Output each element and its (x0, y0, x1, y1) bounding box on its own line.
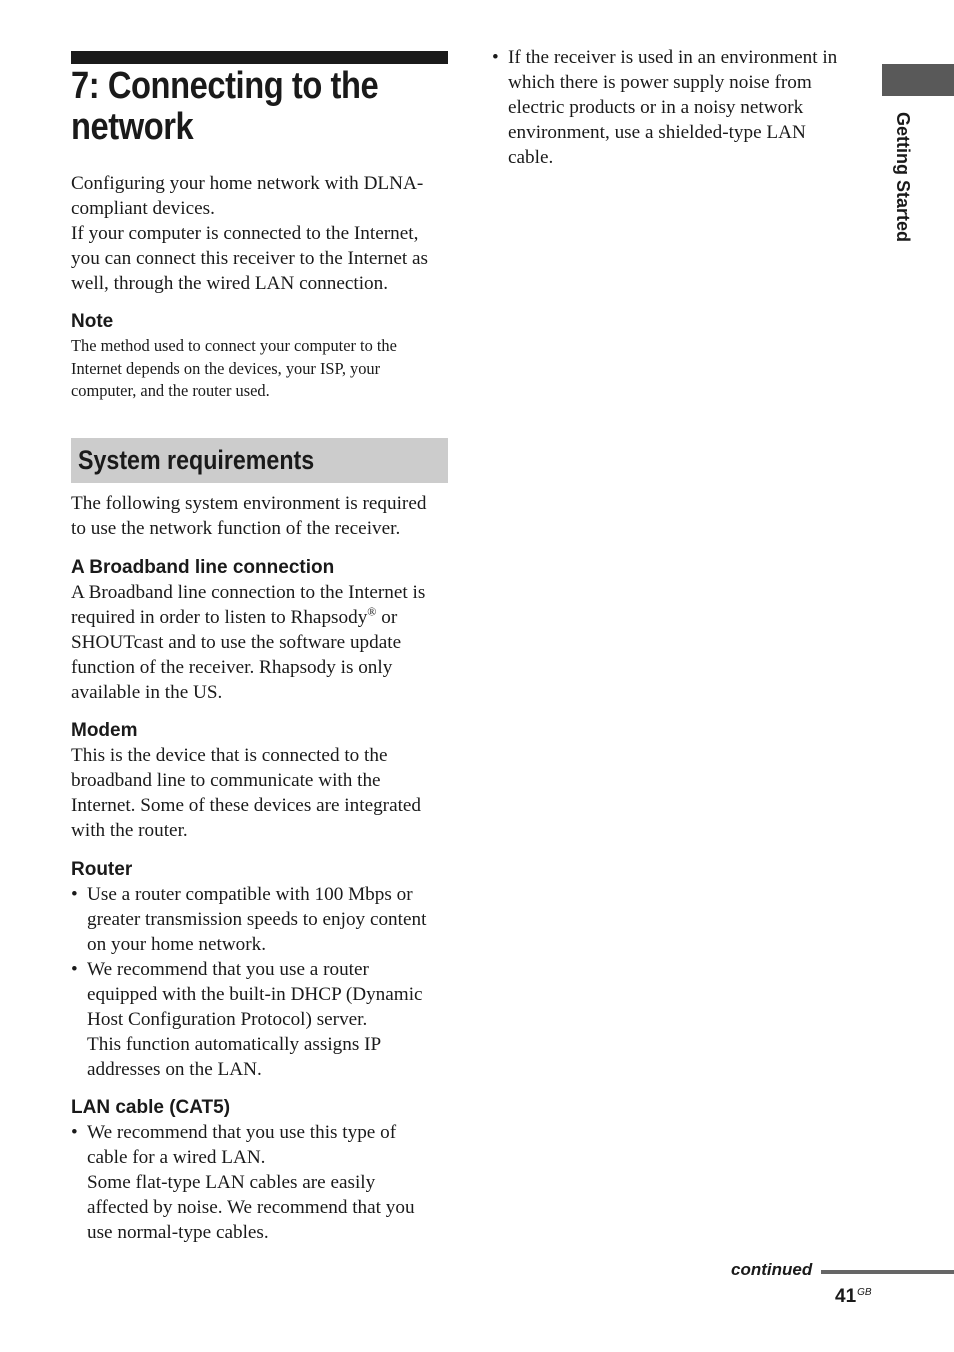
text-line: with the router. (71, 820, 188, 841)
modem-heading: Modem (71, 720, 138, 741)
text-line: A Broadband line connection to the Internet is (71, 582, 426, 603)
bullet-icon: • (71, 959, 78, 980)
text-line: The method used to connect your computer to the (71, 336, 397, 355)
text-line: Host Configuration Protocol) server. (87, 1009, 368, 1030)
continued-rule (821, 1270, 954, 1274)
text-line: electric products or in a noisy network (508, 97, 804, 118)
section-title: System requirements (78, 445, 315, 475)
text-line: environment, use a shielded-type LAN (508, 122, 806, 143)
page-number-value: 41 (835, 1286, 857, 1307)
text-line: Internet. Some of these devices are integrated (71, 795, 422, 816)
note-text (71, 335, 449, 403)
text-line: compliant devices. (71, 198, 215, 219)
router-heading: Router (71, 859, 133, 880)
chapter-tab-marker (882, 64, 954, 96)
text-line: on your home network. (87, 934, 267, 955)
text-line: Configuring your home network with DLNA- (71, 173, 424, 194)
page-number (835, 1282, 872, 1308)
text-line: computer, and the router used. (71, 381, 270, 400)
text-line: Internet depends on the devices, your ISP, your (71, 358, 381, 378)
list-item (71, 882, 449, 957)
bullet-icon: • (71, 1122, 78, 1143)
continued-label: continued (731, 1260, 813, 1279)
chapter-title-rule (71, 51, 448, 64)
text-line: This function automatically assigns IP (87, 1034, 382, 1055)
text-line: available in the US. (71, 682, 223, 703)
text-line: We recommend that you use a router (87, 959, 369, 980)
text-fragment: required in order to listen to Rhapsody (71, 607, 368, 628)
text-line: Some flat-type LAN cables are easily (87, 1172, 376, 1193)
text-line: addresses on the LAN. (87, 1059, 262, 1080)
text-line: use normal-type cables. (87, 1222, 269, 1243)
bullet-icon: • (71, 884, 78, 905)
text-line: This is the device that is connected to the (71, 745, 388, 766)
text-line: equipped with the built-in DHCP (Dynamic (87, 984, 423, 1005)
text-line: affected by noise. We recommend that you (87, 1197, 415, 1218)
broadband-heading: A Broadband line connection (71, 557, 335, 578)
text-line: If the receiver is used in an environment in (508, 47, 838, 68)
registered-mark: ® (367, 604, 377, 619)
chapter-title-line: network (71, 106, 194, 148)
list-item (71, 957, 449, 1082)
chapter-title (71, 66, 398, 148)
text-line: cable for a wired LAN. (87, 1147, 266, 1168)
text-line: broadband line to communicate with the (71, 770, 381, 791)
text-line: SHOUTcast and to use the software update (71, 632, 402, 653)
text-line: Use a router compatible with 100 Mbps or (87, 884, 413, 905)
text-line (71, 605, 449, 630)
bullet-icon: • (492, 47, 499, 68)
text-line: which there is power supply noise from (508, 72, 812, 93)
text-line: well, through the wired LAN connection. (71, 273, 389, 294)
text-line: you can connect this receiver to the Internet as (71, 248, 428, 269)
lan-heading: LAN cable (CAT5) (71, 1097, 231, 1118)
chapter-title-line: 7: Connecting to the (71, 65, 379, 107)
note-heading: Note (71, 311, 114, 332)
broadband-text (71, 580, 449, 705)
list-item (71, 1120, 449, 1245)
section-intro (71, 491, 449, 541)
text-line: function of the receiver. Rhapsody is only (71, 657, 393, 678)
text-line: If your computer is connected to the Internet, (71, 223, 419, 244)
text-line: greater transmission speeds to enjoy content (87, 909, 427, 930)
text-line: cable. (508, 147, 554, 168)
text-line: to use the network function of the receiver. (71, 518, 401, 539)
page-number-suffix: GB (857, 1287, 872, 1298)
text-line: The following system environment is required (71, 493, 427, 514)
intro-paragraph (71, 171, 449, 296)
chapter-tab-label: Getting Started (893, 112, 913, 243)
list-item (492, 45, 862, 170)
modem-text (71, 743, 449, 843)
text-line: We recommend that you use this type of (87, 1122, 397, 1143)
text-fragment: or (376, 607, 398, 628)
